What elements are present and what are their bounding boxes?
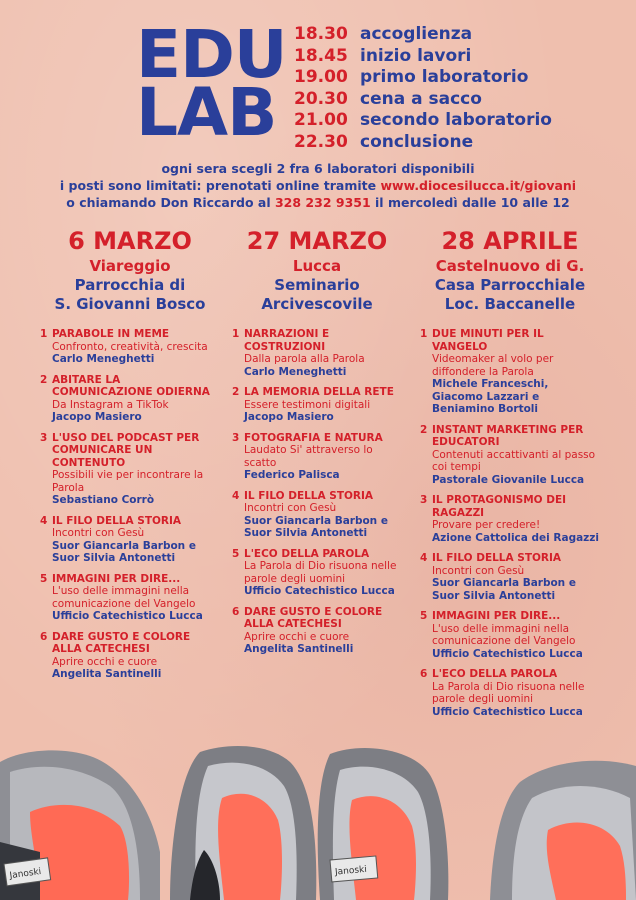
lab-author: Carlo Meneghetti	[244, 365, 347, 378]
lab-item	[232, 386, 402, 424]
website-link[interactable]: www.diocesilucca.it/giovani	[380, 178, 577, 193]
lab-number: 1	[232, 328, 240, 340]
lab-number: 2	[232, 386, 240, 398]
column-header	[420, 226, 600, 314]
lab-item	[232, 548, 402, 598]
schedule	[294, 24, 552, 153]
lab-item	[232, 328, 402, 378]
event-date: 28 APRILE	[441, 227, 579, 255]
lab-item	[40, 374, 220, 424]
lab-author: Ufficio Catechistico Lucca	[432, 705, 583, 718]
lab-title: IMMAGINI PER DIRE...	[432, 610, 561, 622]
info-line-2-text: i posti sono limitati: prenotati online tramite	[59, 178, 381, 193]
info-block	[0, 160, 636, 211]
event-column-viareggio	[40, 226, 220, 689]
lab-number: 6	[420, 668, 428, 680]
lab-description: Dalla parola alla Parola	[244, 353, 365, 365]
column-header	[40, 226, 220, 314]
logo-line-edu: EDU	[136, 16, 287, 93]
lab-description: Laudato Si' attraverso lo scatto	[244, 444, 373, 469]
lab-title: DUE MINUTI PER IL VANGELO	[432, 328, 544, 353]
schedule-time: 18.30	[294, 24, 348, 44]
schedule-time: 21.00	[294, 110, 348, 130]
lab-description: Incontri con Gesù	[432, 564, 525, 577]
lab-number: 4	[40, 514, 48, 527]
lab-description: Incontri con Gesù	[52, 527, 145, 539]
lab-author: Ufficio Catechistico Lucca	[52, 610, 203, 622]
lab-number: 5	[420, 610, 428, 622]
right-sneaker-illustration	[490, 761, 636, 900]
lab-author: Jacopo Masiero	[52, 411, 142, 423]
info-line-3	[0, 194, 636, 211]
schedule-row	[294, 46, 552, 68]
phone-number[interactable]: 328 232 9351	[274, 195, 371, 210]
event-venue: Loc. Baccanelle	[444, 295, 576, 313]
lab-list	[40, 328, 220, 681]
lab-item	[40, 328, 220, 366]
event-date: 27 MARZO	[246, 227, 388, 255]
schedule-row	[294, 110, 552, 132]
right-shoe-label: Janoski	[334, 864, 368, 878]
lab-number: 2	[40, 373, 48, 386]
lab-author: Angelita Santinelli	[244, 643, 354, 655]
event-venue: Parrocchia di	[74, 276, 186, 294]
lab-number: 1	[40, 328, 48, 340]
lab-author: Jacopo Masiero	[244, 411, 334, 423]
lab-description: Aprire occhi e cuore	[244, 630, 350, 643]
lab-item	[232, 606, 402, 656]
lab-description: Essere testimoni digitali	[244, 398, 371, 411]
edulab-logo	[136, 16, 287, 151]
lab-number: 4	[232, 489, 240, 502]
lab-description: Incontri con Gesù	[244, 502, 337, 514]
lab-title: IL FILO DELLA STORIA	[52, 514, 182, 527]
lab-description: Videomaker al volo per diffondere la Parola	[432, 353, 554, 378]
lab-item	[420, 668, 600, 718]
event-city: Lucca	[292, 257, 342, 275]
lab-author: Azione Cattolica dei Ragazzi	[432, 531, 599, 544]
logo-line-lab: LAB	[136, 74, 277, 151]
info-line-3-text: o chiamando Don Riccardo al	[66, 195, 275, 210]
center-right-sneaker-illustration	[318, 748, 449, 900]
lab-title: NARRAZIONI E COSTRUZIONI	[244, 328, 330, 353]
lab-item	[40, 631, 220, 681]
lab-title: IL FILO DELLA STORIA	[432, 552, 562, 564]
schedule-label: secondo laboratorio	[360, 110, 552, 130]
lab-number: 4	[420, 552, 428, 564]
lab-description: Possibili vie per incontrare la Parola	[52, 469, 204, 494]
lab-number: 3	[232, 431, 240, 444]
lab-list	[420, 328, 600, 718]
lab-item	[40, 515, 220, 565]
lab-description: Aprire occhi e cuore	[52, 655, 158, 668]
schedule-label: conclusione	[360, 131, 474, 152]
event-venue: Arcivescovile	[261, 295, 373, 313]
info-line-1: ogni sera scegli 2 fra 6 laboratori disponibili	[161, 161, 475, 176]
lab-author: Ufficio Catechistico Lucca	[432, 647, 583, 660]
lab-title: DARE GUSTO E COLORE ALLA CATECHESI	[52, 630, 191, 655]
lab-title: IMMAGINI PER DIRE...	[52, 572, 181, 585]
lab-title: L'ECO DELLA PAROLA	[244, 547, 370, 560]
lab-title: DARE GUSTO E COLORE ALLA CATECHESI	[244, 605, 383, 630]
event-city: Castelnuovo di G.	[435, 257, 585, 275]
lab-number: 5	[40, 572, 48, 585]
info-line-3-text-end: il mercoledì dalle 10 alle 12	[370, 195, 570, 210]
schedule-time: 19.00	[294, 67, 348, 87]
lab-description: La Parola di Dio risuona nelle parole degli uomini	[432, 680, 585, 705]
schedule-label: primo laboratorio	[360, 67, 529, 87]
lab-title: FOTOGRAFIA E NATURA	[244, 431, 383, 444]
event-city: Viareggio	[89, 257, 171, 275]
left-sneaker-illustration	[0, 750, 160, 900]
schedule-row	[294, 89, 552, 111]
schedule-row	[294, 132, 552, 154]
lab-author: Ufficio Catechistico Lucca	[244, 585, 395, 597]
lab-title: LA MEMORIA DELLA RETE	[244, 386, 394, 398]
lab-number: 5	[232, 547, 240, 560]
lab-description: L'uso delle immagini nella comunicazione del Vangelo	[52, 585, 196, 610]
lab-author: Carlo Meneghetti	[52, 353, 155, 365]
info-line-2	[0, 177, 636, 194]
lab-author: Pastorale Giovanile Lucca	[432, 473, 585, 486]
schedule-label: accoglienza	[360, 24, 473, 44]
lab-title: L'USO DEL PODCAST PER COMUNICARE UN CONTENUTO	[52, 431, 200, 469]
lab-title: IL PROTAGONISMO DEI RAGAZZI	[432, 494, 567, 519]
schedule-row	[294, 67, 552, 89]
lab-title: ABITARE LA COMUNICAZIONE ODIERNA	[52, 373, 210, 398]
schedule-label: cena a sacco	[360, 88, 482, 109]
lab-author: Suor Giancarla Barbon e Suor Silvia Antonetti	[52, 539, 196, 564]
lab-item	[232, 490, 402, 540]
lab-item	[40, 573, 220, 623]
lab-description: Da Instagram a TikTok	[52, 398, 169, 411]
sneakers-photo	[0, 742, 636, 900]
lab-number: 3	[40, 431, 48, 444]
lab-item	[420, 610, 600, 660]
lab-description: Contenuti accattivanti al passo coi tempi	[432, 448, 596, 473]
lab-author: Michele Franceschi, Giacomo Lazzari e Beniamino Bortoli	[432, 378, 549, 415]
lab-author: Sebastiano Corrò	[52, 494, 155, 506]
schedule-time: 22.30	[294, 131, 348, 152]
column-header	[232, 226, 402, 314]
lab-description: La Parola di Dio risuona nelle parole degli uomini	[244, 560, 397, 585]
lab-number: 1	[420, 328, 428, 340]
lab-number: 6	[232, 605, 240, 618]
lab-number: 6	[40, 630, 48, 643]
lab-item	[420, 424, 600, 487]
event-date: 6 MARZO	[68, 227, 192, 255]
schedule-time: 20.30	[294, 88, 348, 109]
lab-author: Suor Giancarla Barbon e Suor Silvia Antonetti	[244, 514, 388, 539]
event-column-castelnuovo	[420, 226, 600, 726]
lab-title: PARABOLE IN MEME	[52, 328, 170, 340]
lab-number: 2	[420, 423, 428, 436]
event-venue: S. Giovanni Bosco	[54, 295, 206, 313]
lab-item	[420, 328, 600, 416]
lab-title: INSTANT MARKETING PER EDUCATORI	[432, 423, 584, 448]
lab-number: 3	[420, 494, 428, 506]
lab-item	[40, 432, 220, 507]
event-venue: Casa Parrocchiale	[434, 276, 586, 294]
lab-description: Provare per credere!	[432, 519, 541, 531]
lab-title: L'ECO DELLA PAROLA	[432, 668, 558, 680]
lab-author: Suor Giancarla Barbon e Suor Silvia Antonetti	[432, 577, 576, 602]
lab-description: L'uso delle immagini nella comunicazione del Vangelo	[432, 622, 576, 647]
event-venue: Seminario	[274, 276, 360, 294]
event-column-lucca	[232, 226, 402, 664]
schedule-label: inizio lavori	[360, 45, 472, 66]
schedule-time: 18.45	[294, 45, 348, 66]
left-shoe-label: Janoski	[9, 866, 42, 882]
lab-item	[420, 494, 600, 544]
lab-author: Federico Palisca	[244, 469, 340, 481]
lab-description: Confronto, creatività, crescita	[52, 340, 208, 353]
lab-item	[420, 552, 600, 602]
lab-item	[232, 432, 402, 482]
center-left-sneaker-illustration	[170, 746, 316, 900]
schedule-row	[294, 24, 552, 46]
lab-list	[232, 328, 402, 656]
lab-title: IL FILO DELLA STORIA	[244, 489, 374, 502]
lab-author: Angelita Santinelli	[52, 668, 162, 680]
